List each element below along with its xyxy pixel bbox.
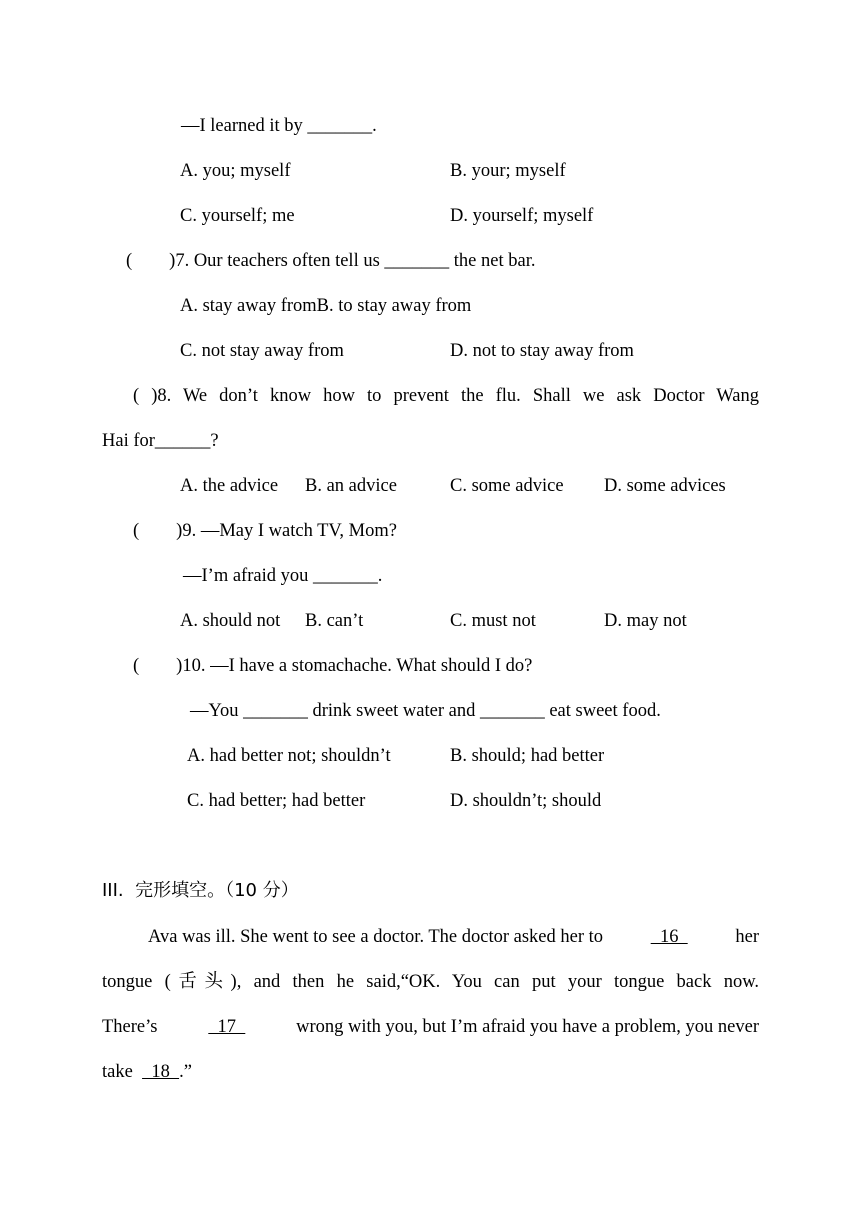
cloze-blank-16: 16	[650, 927, 688, 947]
q8-option-b: B. an advice	[305, 476, 397, 496]
q8-option-c: C. some advice	[450, 476, 564, 496]
q9-answer-line: —I’m afraid you _______.	[183, 566, 383, 586]
q7-option-c: C. not stay away from	[180, 341, 344, 361]
q6-option-a: A. you; myself	[180, 161, 291, 181]
q6-option-d: D. yourself; myself	[450, 206, 594, 226]
q7-option-ab: A. stay away fromB. to stay away from	[180, 296, 472, 316]
cloze-text: There’s	[102, 1017, 158, 1037]
q10-option-d: D. shouldn’t; should	[450, 791, 602, 811]
cloze-text: .”	[179, 1062, 192, 1082]
cloze-line-1	[148, 925, 759, 949]
q8-option-d: D. some advices	[604, 476, 726, 496]
q10-stem: ( )10. —I have a stomachache. What should I do?	[133, 656, 533, 676]
q10-option-c: C. had better; had better	[187, 791, 366, 811]
q8-stem-line2: Hai for______?	[102, 431, 219, 451]
cloze-blank-18: 18	[142, 1062, 180, 1082]
q8-option-a: A. the advice	[180, 476, 279, 496]
q9-option-d: D. may not	[604, 611, 687, 631]
q9-option-b: B. can’t	[305, 611, 364, 631]
cloze-text: wrong with you, but I’m afraid you have a problem, you never	[296, 1017, 759, 1037]
q8-stem-line1: ( )8. We don’t know how to prevent the flu. Shall we ask Doctor Wang	[133, 386, 759, 406]
cloze-line-4	[102, 1060, 192, 1084]
cloze-blank-17: 17	[208, 1017, 246, 1037]
q6-option-b: B. your; myself	[450, 161, 566, 181]
cloze-line-3	[102, 1015, 759, 1039]
q7-stem: ( )7. Our teachers often tell us _______ the net bar.	[126, 251, 536, 271]
q10-option-b: B. should; had better	[450, 746, 605, 766]
cloze-text: take	[102, 1062, 133, 1082]
q9-option-a: A. should not	[180, 611, 281, 631]
cloze-text: Ava was ill. She went to see a doctor. The doctor asked her to	[148, 927, 604, 947]
q10-answer-line: —You _______ drink sweet water and _______ eat sweet food.	[190, 701, 661, 721]
q6-option-c: C. yourself; me	[180, 206, 295, 226]
q7-option-d: D. not to stay away from	[450, 341, 634, 361]
cloze-line-2: tongue (舌头), and then he said,“OK. You can put your tongue back now.	[102, 972, 759, 992]
cloze-text: her	[735, 927, 759, 947]
q6-answer-line: —I learned it by _______.	[181, 116, 377, 136]
q9-option-c: C. must not	[450, 611, 536, 631]
q9-stem: ( )9. —May I watch TV, Mom?	[133, 521, 397, 541]
section-heading: III. 完形填空。（10 分）	[102, 880, 299, 901]
q10-option-a: A. had better not; shouldn’t	[187, 746, 391, 766]
